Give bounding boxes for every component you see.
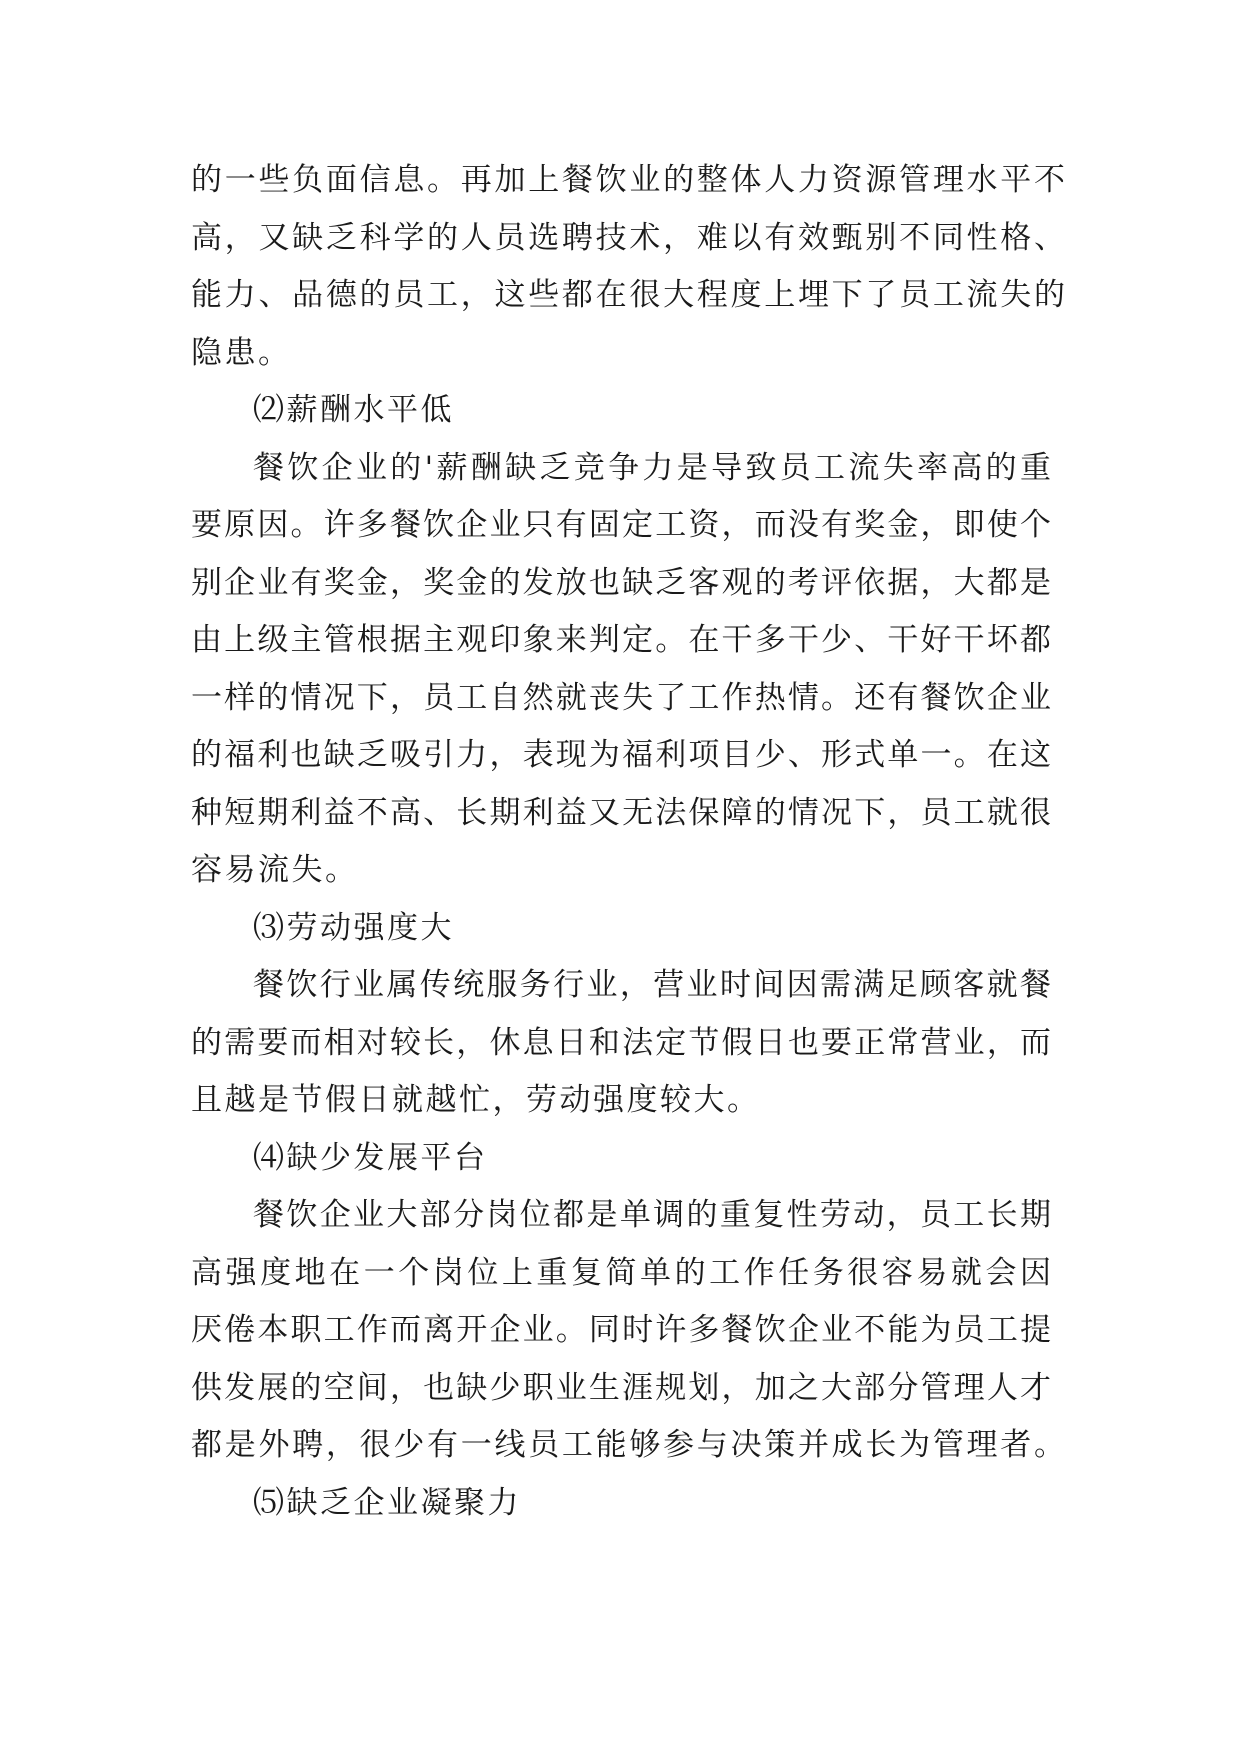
paragraph-line: 餐饮企业大部分岗位都是单调的重复性劳动，员工长期 (253, 1197, 1051, 1233)
section-heading-2: ⑵薪酬水平低 (253, 392, 454, 428)
paragraph-line: 厌倦本职工作而离开企业。同时许多餐饮企业不能为员工提 (191, 1312, 1051, 1348)
paragraph-line: 别企业有奖金，奖金的发放也缺乏客观的考评依据，大都是 (191, 565, 1051, 601)
paragraph-line: 餐饮行业属传统服务行业，营业时间因需满足顾客就餐 (253, 967, 1051, 1003)
paragraph-line: 一样的情况下，员工自然就丧失了工作热情。还有餐饮企业 (191, 680, 1051, 716)
paragraph-line: 供发展的空间，也缺少职业生涯规划，加之大部分管理人才 (191, 1370, 1051, 1406)
paragraph-line: 且越是节假日就越忙，劳动强度较大。 (191, 1082, 761, 1118)
paragraph-line: 隐患。 (191, 335, 292, 371)
section-heading-4: ⑷缺少发展平台 (253, 1140, 488, 1176)
section-heading-5: ⑸缺乏企业凝聚力 (253, 1485, 521, 1521)
paragraph-line: 的需要而相对较长，休息日和法定节假日也要正常营业，而 (191, 1025, 1051, 1061)
paragraph-line: 能力、品德的员工，这些都在很大程度上埋下了员工流失的 (191, 277, 1065, 313)
paragraph-line: 高，又缺乏科学的人员选聘技术，难以有效甄别不同性格、 (191, 220, 1065, 256)
paragraph-line: 容易流失。 (191, 852, 359, 888)
paragraph-line: 高强度地在一个岗位上重复简单的工作任务很容易就会因 (191, 1255, 1051, 1291)
paragraph-line: 种短期利益不高、长期利益又无法保障的情况下，员工就很 (191, 795, 1051, 831)
paragraph-line: 要原因。许多餐饮企业只有固定工资，而没有奖金，即使个 (191, 507, 1051, 543)
paragraph-line: 餐饮企业的'薪酬缺乏竞争力是导致员工流失率高的重 (253, 450, 1051, 486)
paragraph-line: 的一些负面信息。再加上餐饮业的整体人力资源管理水平不 (191, 162, 1065, 198)
section-heading-3: ⑶劳动强度大 (253, 910, 454, 946)
paragraph-line: 的福利也缺乏吸引力，表现为福利项目少、形式单一。在这 (191, 737, 1051, 773)
paragraph-line: 都是外聘，很少有一线员工能够参与决策并成长为管理者。 (191, 1427, 1065, 1463)
paragraph-line: 由上级主管根据主观印象来判定。在干多干少、干好干坏都 (191, 622, 1051, 658)
